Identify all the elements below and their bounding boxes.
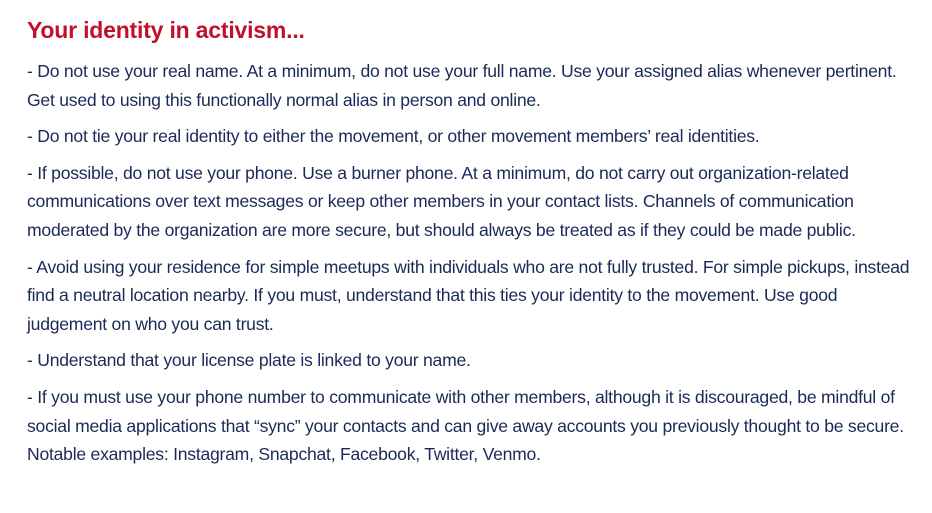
guideline-residence: - Avoid using your residence for simple meetups with individuals who are not fully trusted. For simple pickups, instead find a neutral location nearby. If you must, understand that this ties your identity to the movement. Use good judgement on who you can trust. (27, 256, 910, 334)
section-heading: Your identity in activism... (27, 17, 305, 43)
guideline-real-name: - Do not use your real name. At a minimum, do not use your full name. Use your assigned alias whenever pertinent. Get used to using this functionally normal alias in person and online. (27, 61, 897, 110)
guideline-real-identity: - Do not tie your real identity to either the movement, or other movement members’ real identities. (27, 126, 760, 147)
document-body (27, 14, 917, 477)
guideline-phone: - If possible, do not use your phone. Use a burner phone. At a minimum, do not carry out organization-related communications over text messages or keep other members in your contact lists. Channels of communication moderated by the organization are more secure, but should always be treated as if they could be made public. (27, 162, 856, 240)
guideline-license-plate: - Understand that your license plate is linked to your name. (27, 350, 471, 371)
guideline-phone-number-sync: - If you must use your phone number to communicate with other members, although it is discouraged, be mindful of social media applications that “sync” your contacts and can give away accounts you previously thought to be secure. Notable examples: Instagram, Snapchat, Facebook, Twitter, Venmo. (27, 386, 904, 465)
